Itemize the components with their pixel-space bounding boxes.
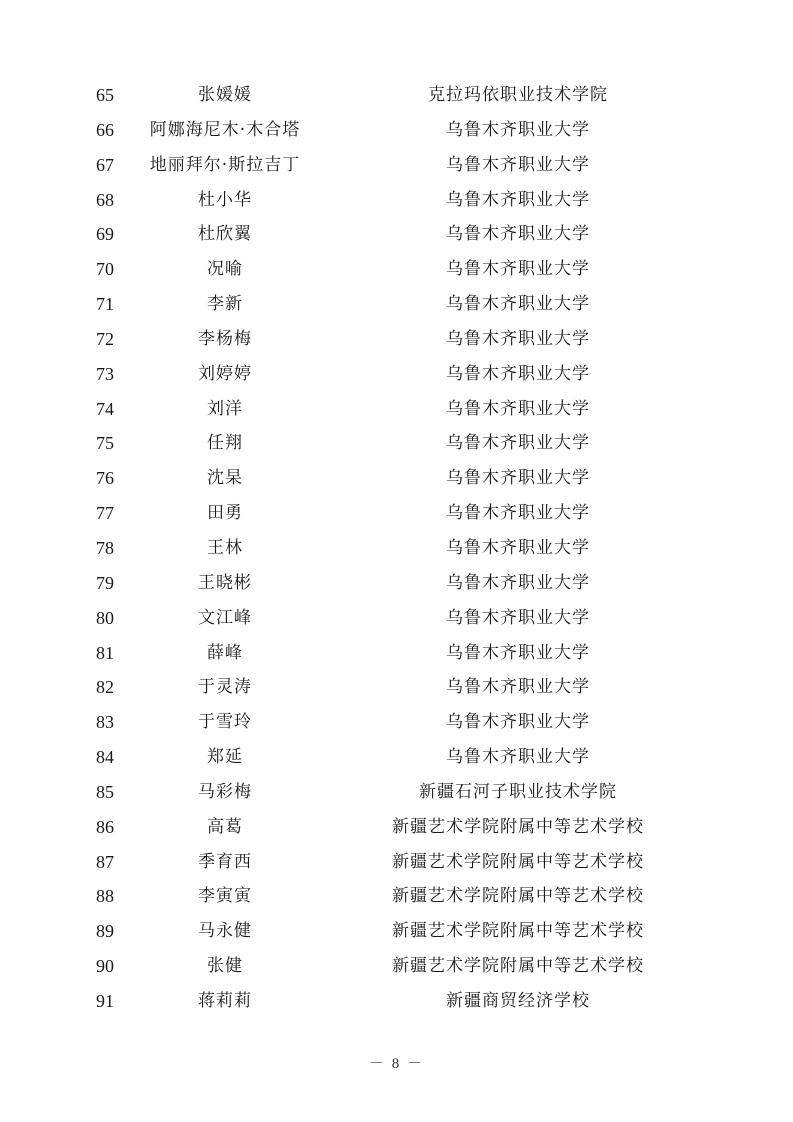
row-number: 71 (96, 294, 114, 315)
table-row (0, 357, 793, 392)
table-row (0, 531, 793, 566)
person-name: 阿娜海尼木·木合塔 (149, 119, 301, 140)
table-row (0, 775, 793, 810)
school-name: 乌鲁木齐职业大学 (446, 259, 590, 280)
school-name: 克拉玛依职业技术学院 (428, 85, 608, 105)
person-name: 于雪玲 (198, 712, 252, 733)
person-name: 高葛 (207, 816, 243, 837)
person-name: 李寅寅 (198, 886, 252, 907)
row-number: 65 (96, 85, 114, 105)
person-name: 刘婷婷 (198, 363, 252, 384)
table-row (0, 601, 793, 636)
table-row (0, 810, 793, 845)
row-number: 86 (96, 816, 114, 837)
row-number: 79 (96, 572, 114, 593)
school-name: 乌鲁木齐职业大学 (446, 433, 590, 454)
person-name: 李新 (207, 294, 243, 315)
school-name: 乌鲁木齐职业大学 (446, 363, 590, 384)
table-row (0, 461, 793, 496)
row-number: 68 (96, 189, 114, 210)
school-name: 乌鲁木齐职业大学 (446, 189, 590, 210)
table-row (0, 670, 793, 705)
school-name: 新疆石河子职业技术学院 (419, 781, 617, 802)
row-number: 80 (96, 607, 114, 628)
table-row (0, 566, 793, 601)
person-name: 马永健 (198, 921, 252, 942)
person-name: 李杨梅 (198, 328, 252, 349)
row-number: 82 (96, 677, 114, 698)
row-number: 84 (96, 747, 114, 768)
person-name: 杜小华 (198, 189, 252, 210)
school-name: 乌鲁木齐职业大学 (446, 747, 590, 768)
table-row (0, 705, 793, 740)
row-number: 81 (96, 642, 114, 663)
page-number: － 8 － (368, 1056, 424, 1072)
person-name: 于灵涛 (198, 677, 252, 698)
person-name: 王晓彬 (198, 572, 252, 593)
school-name: 乌鲁木齐职业大学 (446, 677, 590, 698)
person-name: 王林 (207, 537, 243, 558)
table-row (0, 113, 793, 148)
person-name: 沈杲 (207, 468, 243, 489)
table-row (0, 740, 793, 775)
row-number: 91 (96, 990, 114, 1011)
person-name: 郑延 (207, 747, 243, 768)
school-name: 乌鲁木齐职业大学 (446, 503, 590, 524)
person-name: 刘洋 (207, 398, 243, 419)
school-name: 乌鲁木齐职业大学 (446, 119, 590, 140)
table-row (0, 148, 793, 183)
school-name: 乌鲁木齐职业大学 (446, 294, 590, 315)
row-number: 69 (96, 224, 114, 245)
row-number: 89 (96, 921, 114, 942)
school-name: 乌鲁木齐职业大学 (446, 154, 590, 175)
row-number: 90 (96, 956, 114, 977)
person-name: 田勇 (207, 503, 243, 524)
person-name: 薛峰 (207, 642, 243, 663)
person-name: 马彩梅 (198, 781, 252, 802)
row-number: 88 (96, 886, 114, 907)
school-name: 乌鲁木齐职业大学 (446, 642, 590, 663)
table-row (0, 287, 793, 322)
row-number: 77 (96, 503, 114, 524)
table-row (0, 183, 793, 218)
table-row (0, 392, 793, 427)
row-number: 83 (96, 712, 114, 733)
row-number: 72 (96, 328, 114, 349)
school-name: 乌鲁木齐职业大学 (446, 468, 590, 489)
roster-table (0, 78, 793, 1019)
school-name: 新疆商贸经济学校 (446, 990, 590, 1011)
school-name: 乌鲁木齐职业大学 (446, 607, 590, 628)
table-row (0, 636, 793, 671)
person-name: 况喻 (207, 259, 243, 280)
school-name: 乌鲁木齐职业大学 (446, 398, 590, 419)
table-row (0, 78, 793, 113)
row-number: 70 (96, 259, 114, 280)
table-row (0, 496, 793, 531)
person-name: 季育西 (198, 851, 252, 872)
table-row (0, 426, 793, 461)
person-name: 张媛媛 (198, 85, 252, 105)
table-row (0, 984, 793, 1019)
table-row (0, 879, 793, 914)
person-name: 文江峰 (198, 607, 252, 628)
person-name: 杜欣翼 (198, 224, 252, 245)
row-number: 87 (96, 851, 114, 872)
school-name: 新疆艺术学院附属中等艺术学校 (392, 816, 644, 837)
person-name: 地丽拜尔·斯拉吉丁 (149, 154, 301, 175)
row-number: 66 (96, 119, 114, 140)
school-name: 新疆艺术学院附属中等艺术学校 (392, 921, 644, 942)
row-number: 85 (96, 781, 114, 802)
school-name: 乌鲁木齐职业大学 (446, 328, 590, 349)
table-row (0, 322, 793, 357)
school-name: 乌鲁木齐职业大学 (446, 537, 590, 558)
person-name: 任翔 (207, 433, 243, 454)
school-name: 新疆艺术学院附属中等艺术学校 (392, 851, 644, 872)
row-number: 73 (96, 363, 114, 384)
row-number: 75 (96, 433, 114, 454)
school-name: 乌鲁木齐职业大学 (446, 712, 590, 733)
table-row (0, 949, 793, 984)
table-row (0, 914, 793, 949)
table-row (0, 217, 793, 252)
table-row (0, 845, 793, 880)
school-name: 新疆艺术学院附属中等艺术学校 (392, 956, 644, 977)
row-number: 76 (96, 468, 114, 489)
person-name: 张健 (207, 956, 243, 977)
row-number: 78 (96, 537, 114, 558)
school-name: 乌鲁木齐职业大学 (446, 224, 590, 245)
school-name: 新疆艺术学院附属中等艺术学校 (392, 886, 644, 907)
person-name: 蒋莉莉 (198, 990, 252, 1011)
row-number: 74 (96, 398, 114, 419)
row-number: 67 (96, 154, 114, 175)
school-name: 乌鲁木齐职业大学 (446, 572, 590, 593)
table-row (0, 252, 793, 287)
